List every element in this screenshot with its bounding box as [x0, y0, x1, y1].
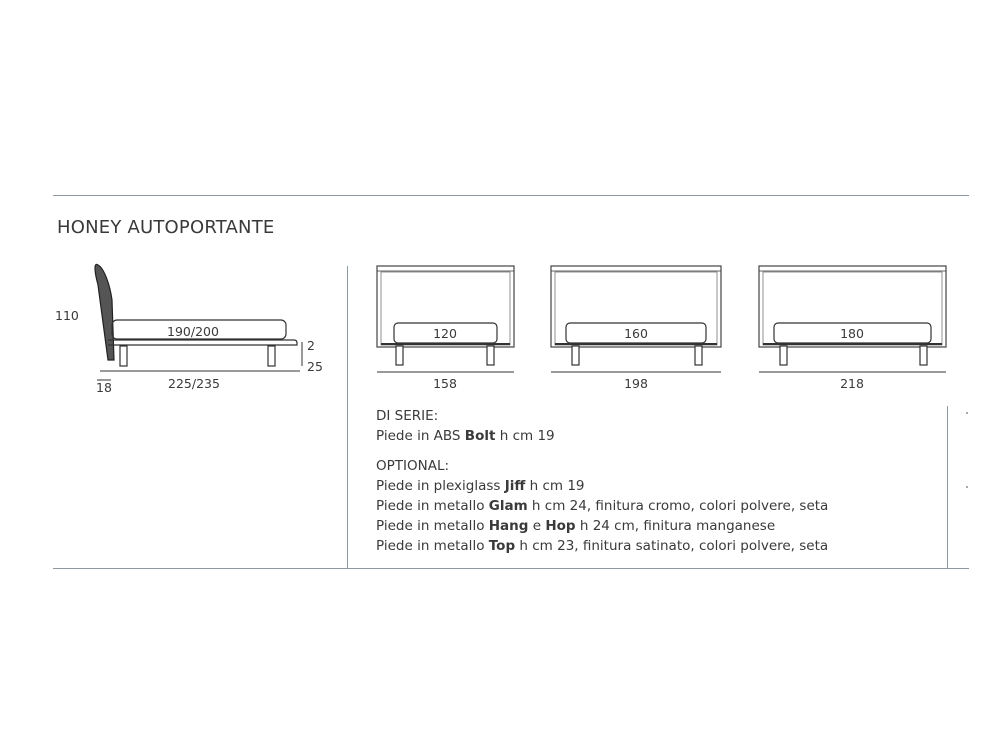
optional-line: Piede in metallo Top h cm 23, finitura satinato, colori polvere, seta — [376, 538, 829, 554]
product-title: HONEY AUTOPORTANTE — [57, 217, 275, 238]
optional-line: Piede in metallo Hang e Hop h 24 cm, finitura manganese — [376, 518, 776, 534]
front-view-drawing-1 — [377, 266, 514, 372]
bed-width-label: 158 — [433, 376, 457, 391]
standard-line: Piede in ABS Bolt h cm 19 — [376, 428, 555, 444]
headboard-depth-label: 18 — [96, 380, 112, 395]
front-view-drawing-3 — [759, 266, 946, 372]
headboard-shape — [95, 264, 114, 360]
front-leg — [920, 346, 927, 365]
optional-line: Piede in metallo Glam h cm 24, finitura cromo, colori polvere, seta — [376, 498, 829, 514]
front-leg — [572, 346, 579, 365]
front-leg — [780, 346, 787, 365]
bed-width-label: 218 — [840, 376, 864, 391]
side-leg — [268, 346, 275, 366]
side-mattress-label: 190/200 — [167, 324, 219, 339]
mattress-width-label: 160 — [624, 326, 648, 341]
side-leg — [120, 346, 127, 366]
height-label: 110 — [55, 308, 79, 323]
front-leg — [695, 346, 702, 365]
optional-line: Piede in plexiglass Jiff h cm 19 — [376, 478, 585, 494]
side-frame — [108, 340, 297, 345]
leg-height-label: 25 — [307, 359, 323, 374]
mattress-width-label: 120 — [433, 326, 457, 341]
front-leg — [396, 346, 403, 365]
front-view-drawing-2 — [551, 266, 721, 372]
bed-width-label: 198 — [624, 376, 648, 391]
front-leg — [487, 346, 494, 365]
side-view-drawing — [95, 264, 302, 380]
mattress-width-label: 180 — [840, 326, 864, 341]
optional-heading: OPTIONAL: — [376, 458, 450, 474]
total-length-label: 225/235 — [168, 376, 220, 391]
standard-heading: DI SERIE: — [376, 408, 439, 424]
frame-thickness-label: 2 — [307, 338, 315, 353]
